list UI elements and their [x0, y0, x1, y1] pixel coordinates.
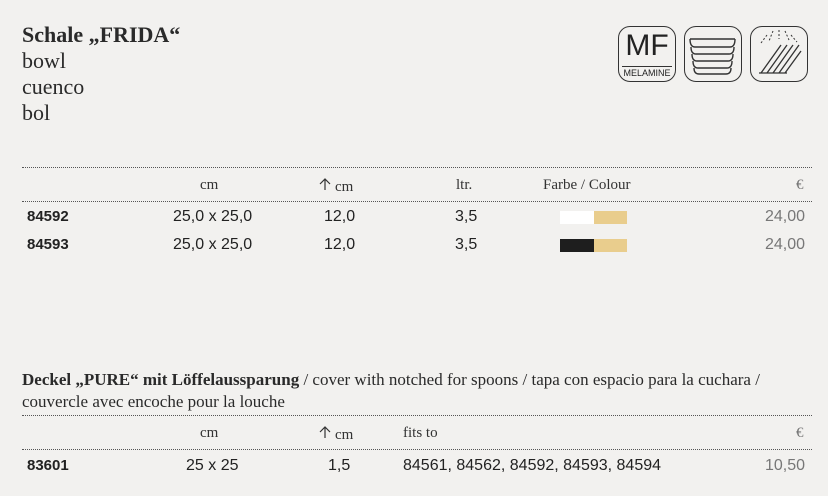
product-title-block [22, 22, 180, 126]
table1-row2-price: 24,00 [765, 236, 806, 253]
table2-header-currency: € [796, 425, 804, 441]
table2-row1-fits: 84561, 84562, 84592, 84593, 84594 [403, 457, 662, 474]
dishwasher-safe-icon [750, 26, 808, 82]
product-name-en: bowl [22, 48, 66, 73]
table1-row2-size: 25,0 x 25,0 [173, 236, 253, 253]
stackable-icon [684, 26, 742, 82]
table1-row1-size: 25,0 x 25,0 [173, 208, 253, 225]
table2-row1-article: 83601 [27, 457, 69, 474]
table1-row2-height: 12,0 [324, 236, 356, 253]
table1-row2-colour-1 [560, 239, 594, 252]
table2-header-height-label: cm [335, 427, 354, 443]
table1-row1-volume: 3,5 [455, 208, 478, 225]
table1-row1-price: 24,00 [765, 208, 806, 225]
melamine-mf-icon [618, 26, 676, 82]
product-name-fr: bol [22, 100, 51, 125]
table2-row1-size: 25 x 25 [186, 457, 239, 474]
melamine-label: MELAMINE [623, 68, 671, 78]
table1-header-height [318, 177, 353, 196]
mf-label: MF [625, 29, 669, 62]
table2-header-height [318, 425, 353, 444]
table1-row2-colour-2 [594, 239, 627, 252]
table1-row2-colour-swatch [560, 239, 627, 252]
table2-header-cm: cm [200, 425, 219, 441]
table2-row1-height: 1,5 [328, 457, 351, 474]
height-arrow-icon [318, 425, 332, 439]
table2-header-divider [22, 449, 812, 450]
table1-header-cm: cm [200, 177, 219, 193]
property-icons [618, 26, 808, 82]
table2-row1-price: 10,50 [765, 457, 806, 474]
table1-row1-colour-2 [594, 211, 627, 224]
table2-header-fits: fits to [403, 425, 438, 441]
lid-translations: / cover with notched for spoons / tapa con espacio para la cuchara / couvercle avec encoche pour la louche [22, 370, 760, 411]
table1-header-colour: Farbe / Colour [543, 177, 631, 193]
lid-title: Deckel „PURE“ mit Löffelaussparung [22, 370, 300, 389]
table1-row1-height: 12,0 [324, 208, 356, 225]
table1-row1-colour-swatch [560, 211, 627, 224]
table2-top-divider [22, 415, 812, 416]
table1-header-currency: € [796, 177, 804, 193]
height-arrow-icon [318, 177, 332, 191]
table1-row2-volume: 3,5 [455, 236, 478, 253]
table1-header-divider [22, 201, 812, 202]
lid-description [22, 369, 812, 413]
table1-header-height-label: cm [335, 179, 354, 195]
table1-row2-article: 84593 [27, 236, 69, 253]
table1-row1-colour-1 [560, 211, 594, 224]
product-name-es: cuenco [22, 74, 85, 99]
table1-top-divider [22, 167, 812, 168]
table1-header-ltr: ltr. [456, 177, 473, 193]
table1-row1-article: 84592 [27, 208, 69, 225]
product-name: Schale „FRIDA“ [22, 22, 181, 47]
